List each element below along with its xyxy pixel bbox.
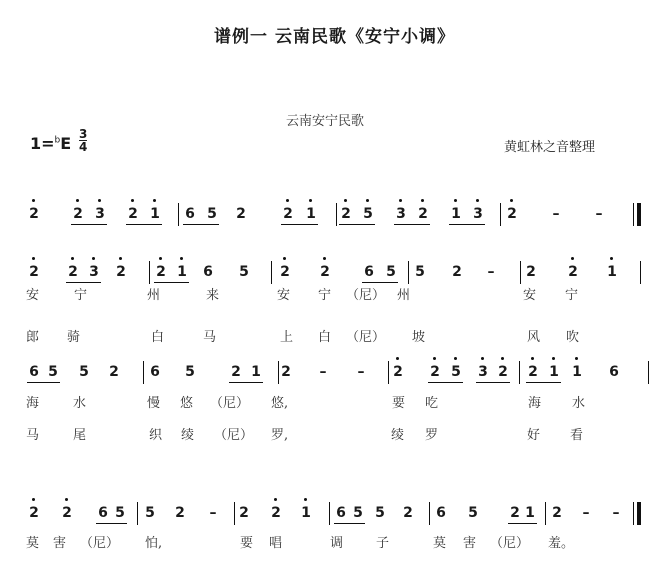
- note: 5: [207, 206, 217, 222]
- note: 5: [115, 505, 125, 521]
- lyric-syllable: 宁: [74, 288, 88, 303]
- eighth-beam: [183, 224, 219, 225]
- note: 2: [60, 505, 74, 521]
- note: 5: [239, 264, 249, 280]
- octave-dot: [283, 257, 286, 260]
- note: 5: [449, 364, 463, 380]
- note: 2: [510, 505, 520, 521]
- lyric-syllable: 调: [330, 536, 344, 551]
- bar-line: [234, 502, 235, 525]
- bar-line: [278, 361, 279, 384]
- octave-dot: [366, 199, 369, 202]
- note: 1: [547, 364, 561, 380]
- note: 2: [239, 505, 249, 521]
- lyric-syllable: 白: [318, 330, 332, 345]
- score-system-3: [0, 358, 669, 386]
- lyric-syllable: 上: [280, 330, 294, 345]
- note: 2: [27, 264, 41, 280]
- bar-line: [520, 261, 521, 284]
- note: 2: [318, 264, 332, 280]
- note: 1: [605, 264, 619, 280]
- note: 6: [98, 505, 108, 521]
- lyric-syllable: 宁: [318, 288, 332, 303]
- eighth-beam: [449, 224, 485, 225]
- note: 6: [29, 364, 39, 380]
- lyric-syllable: 悠: [180, 396, 194, 411]
- note: 2: [66, 264, 80, 280]
- note: 2: [496, 364, 510, 380]
- octave-dot: [571, 257, 574, 260]
- bar-line: [178, 203, 179, 226]
- note: 2: [416, 206, 430, 222]
- bar-line: [137, 502, 138, 525]
- note: 2: [27, 505, 41, 521]
- lyric-syllable: 海: [528, 396, 542, 411]
- lyric-syllable: （尼）: [80, 536, 120, 551]
- octave-dot: [309, 199, 312, 202]
- note: 1: [175, 264, 189, 280]
- note: 5: [361, 206, 375, 222]
- lyric-syllable: 风: [527, 330, 541, 345]
- note: 5: [185, 364, 195, 380]
- staff-line: [0, 200, 669, 228]
- lyric-syllable: 吹: [566, 330, 580, 345]
- note: 5: [386, 264, 396, 280]
- note: 1: [449, 206, 463, 222]
- bar-line: [429, 502, 430, 525]
- note: 2: [526, 364, 540, 380]
- lyric-syllable: 白: [151, 330, 165, 345]
- lyric-syllable: （尼）: [490, 536, 530, 551]
- hold-dash: –: [209, 505, 217, 521]
- bar-line: [408, 261, 409, 284]
- eighth-beam: [229, 382, 263, 383]
- note: 2: [114, 264, 128, 280]
- octave-dot: [501, 357, 504, 360]
- lyric-syllable: （尼）: [346, 330, 386, 345]
- lyric-syllable: 好: [527, 428, 541, 443]
- octave-dot: [510, 199, 513, 202]
- note: 5: [145, 505, 155, 521]
- note: 1: [148, 206, 162, 222]
- key-prefix: 1=: [30, 134, 55, 153]
- octave-dot: [344, 199, 347, 202]
- note: 1: [525, 505, 535, 521]
- lyric-syllable: 州: [147, 288, 161, 303]
- lyric-syllable: 马: [26, 428, 40, 443]
- note: 2: [281, 206, 295, 222]
- note: 3: [476, 364, 490, 380]
- lyric-syllable: （尼）: [214, 428, 254, 443]
- lyric-syllable: 怕,: [145, 536, 163, 551]
- note: 2: [505, 206, 519, 222]
- lyric-syllable: 罗: [425, 428, 439, 443]
- note: 6: [203, 264, 213, 280]
- octave-dot: [131, 199, 134, 202]
- meter-top: 3: [79, 127, 88, 141]
- note: 2: [391, 364, 405, 380]
- note: 6: [364, 264, 374, 280]
- octave-dot: [531, 357, 534, 360]
- bar-line: [143, 361, 144, 384]
- final-barline-thin: [633, 502, 634, 525]
- lyric-syllable: 来: [206, 288, 220, 303]
- lyric-syllable: 宁: [565, 288, 579, 303]
- eighth-beam: [428, 382, 463, 383]
- lyric-syllable: 吃: [425, 396, 439, 411]
- octave-dot: [396, 357, 399, 360]
- score-title: 谱例一 云南民歌《安宁小调》: [214, 27, 455, 47]
- eighth-beam: [476, 382, 510, 383]
- octave-dot: [552, 357, 555, 360]
- hold-dash: –: [319, 364, 327, 380]
- bar-line: [388, 361, 389, 384]
- octave-dot: [304, 498, 307, 501]
- octave-dot: [65, 498, 68, 501]
- note: 2: [236, 206, 246, 222]
- final-barline-thick: [637, 203, 641, 226]
- lyric-syllable: 绫: [181, 428, 195, 443]
- note: 2: [403, 505, 413, 521]
- bar-line: [271, 261, 272, 284]
- hold-dash: –: [595, 206, 603, 222]
- key-note: E: [60, 134, 72, 153]
- lyric-syllable: 唱: [269, 536, 283, 551]
- eighth-beam: [126, 224, 162, 225]
- bar-line: [519, 361, 520, 384]
- bar-line: [648, 361, 649, 384]
- hold-dash: –: [612, 505, 620, 521]
- song-origin: 云南安宁民歌: [286, 114, 365, 129]
- octave-dot: [610, 257, 613, 260]
- lyric-syllable: 罗,: [271, 428, 289, 443]
- note: 5: [48, 364, 58, 380]
- lyric-syllable: 羞。: [548, 536, 575, 551]
- eighth-beam: [27, 382, 60, 383]
- note: 2: [278, 264, 292, 280]
- note: 2: [339, 206, 353, 222]
- hold-dash: –: [552, 206, 560, 222]
- score-system-2: [0, 258, 669, 286]
- eighth-beam: [96, 523, 127, 524]
- octave-dot: [399, 199, 402, 202]
- bar-line: [149, 261, 150, 284]
- note: 2: [109, 364, 119, 380]
- note: 1: [570, 364, 584, 380]
- score-system-4: [0, 499, 669, 527]
- lyric-syllable: 害: [53, 536, 67, 551]
- octave-dot: [71, 257, 74, 260]
- lyric-syllable: 马: [203, 330, 217, 345]
- note: 2: [126, 206, 140, 222]
- final-barline-thick: [637, 502, 641, 525]
- note: 2: [154, 264, 168, 280]
- eighth-beam: [71, 224, 107, 225]
- octave-dot: [153, 199, 156, 202]
- eighth-beam: [281, 224, 318, 225]
- final-barline-thin: [633, 203, 634, 226]
- lyric-syllable: （尼）: [210, 396, 250, 411]
- bar-line: [336, 203, 337, 226]
- bar-line: [640, 261, 641, 284]
- note: 2: [71, 206, 85, 222]
- octave-dot: [159, 257, 162, 260]
- note: 3: [87, 264, 101, 280]
- lyric-syllable: 水: [73, 396, 87, 411]
- note: 2: [526, 264, 536, 280]
- meter-bottom: 4: [79, 140, 88, 154]
- note: 5: [79, 364, 89, 380]
- lyric-syllable: 绫: [391, 428, 405, 443]
- octave-dot: [274, 498, 277, 501]
- eighth-beam: [508, 523, 537, 524]
- hold-dash: –: [487, 264, 495, 280]
- octave-dot: [32, 257, 35, 260]
- lyric-syllable: 水: [572, 396, 586, 411]
- octave-dot: [119, 257, 122, 260]
- staff-line: [0, 499, 669, 527]
- note: 2: [27, 206, 41, 222]
- lyric-syllable: 郎: [26, 330, 40, 345]
- lyric-syllable: 安: [26, 288, 40, 303]
- lyric-syllable: 织: [149, 428, 163, 443]
- lyric-syllable: 莫: [433, 536, 447, 551]
- lyric-syllable: 害: [463, 536, 477, 551]
- lyric-syllable: 安: [277, 288, 291, 303]
- note: 6: [336, 505, 346, 521]
- bar-line: [545, 502, 546, 525]
- octave-dot: [180, 257, 183, 260]
- lyric-syllable: 悠,: [271, 396, 289, 411]
- note: 2: [175, 505, 185, 521]
- bar-line: [329, 502, 330, 525]
- key-signature: [30, 134, 71, 153]
- lyric-syllable: （尼）: [346, 288, 386, 303]
- flat-sign: b: [54, 135, 61, 146]
- lyric-syllable: 尾: [73, 428, 87, 443]
- note: 1: [304, 206, 318, 222]
- octave-dot: [76, 199, 79, 202]
- octave-dot: [32, 199, 35, 202]
- octave-dot: [421, 199, 424, 202]
- note: 3: [471, 206, 485, 222]
- octave-dot: [454, 199, 457, 202]
- time-signature: [79, 128, 87, 153]
- note: 6: [609, 364, 619, 380]
- hold-dash: –: [357, 364, 365, 380]
- octave-dot: [433, 357, 436, 360]
- octave-dot: [286, 199, 289, 202]
- note: 2: [452, 264, 462, 280]
- eighth-beam: [394, 224, 430, 225]
- bar-line: [500, 203, 501, 226]
- octave-dot: [323, 257, 326, 260]
- octave-dot: [92, 257, 95, 260]
- octave-dot: [98, 199, 101, 202]
- note: 1: [251, 364, 261, 380]
- note: 5: [353, 505, 363, 521]
- note: 2: [428, 364, 442, 380]
- arranger-credit: 黄虹林之音整理: [504, 140, 596, 155]
- note: 5: [375, 505, 385, 521]
- eighth-beam: [526, 382, 561, 383]
- lyric-syllable: 莫: [26, 536, 40, 551]
- octave-dot: [32, 498, 35, 501]
- hold-dash: –: [582, 505, 590, 521]
- note: 5: [468, 505, 478, 521]
- octave-dot: [454, 357, 457, 360]
- staff-line: [0, 258, 669, 286]
- lyric-syllable: 海: [26, 396, 40, 411]
- lyric-syllable: 坡: [412, 330, 426, 345]
- octave-dot: [476, 199, 479, 202]
- octave-dot: [575, 357, 578, 360]
- lyric-syllable: 安: [523, 288, 537, 303]
- note: 3: [93, 206, 107, 222]
- note: 3: [394, 206, 408, 222]
- eighth-beam: [334, 523, 365, 524]
- staff-line: [0, 358, 669, 386]
- note: 2: [269, 505, 283, 521]
- note: 2: [281, 364, 291, 380]
- note: 1: [299, 505, 313, 521]
- note: 2: [231, 364, 241, 380]
- lyric-syllable: 子: [376, 536, 390, 551]
- note: 2: [552, 505, 562, 521]
- lyric-syllable: 州: [397, 288, 411, 303]
- note: 6: [150, 364, 160, 380]
- octave-dot: [481, 357, 484, 360]
- eighth-beam: [339, 224, 375, 225]
- lyric-syllable: 看: [570, 428, 584, 443]
- lyric-syllable: 要: [240, 536, 254, 551]
- lyric-syllable: 要: [392, 396, 406, 411]
- note: 6: [436, 505, 446, 521]
- note: 2: [566, 264, 580, 280]
- score-system-1: [0, 200, 669, 228]
- lyric-syllable: 慢: [147, 396, 161, 411]
- note: 5: [415, 264, 425, 280]
- note: 6: [185, 206, 195, 222]
- lyric-syllable: 骑: [67, 330, 81, 345]
